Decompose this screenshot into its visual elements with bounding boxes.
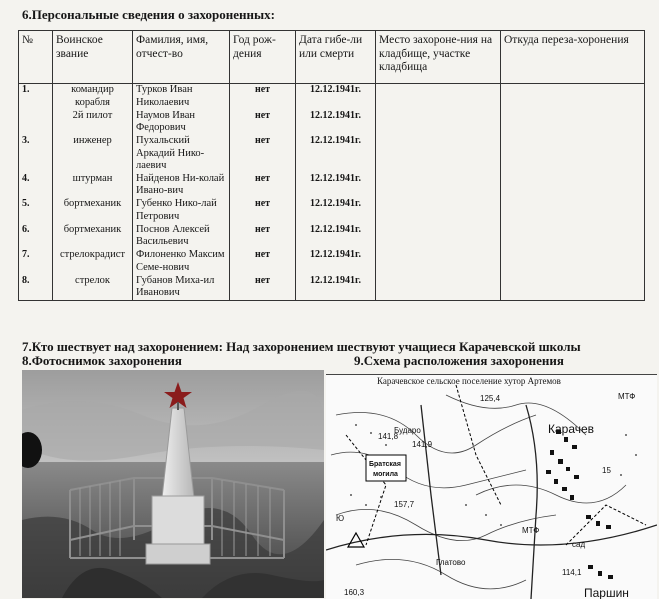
burial-table [18, 30, 645, 301]
col-header-name: Фамилия, имя, отчест-во [133, 31, 230, 84]
row-origin [501, 198, 645, 224]
table-row [19, 198, 645, 224]
table-row [19, 275, 645, 301]
row-origin [501, 275, 645, 301]
table-row [19, 110, 645, 136]
row-died: 12.12.1941г. [296, 84, 376, 110]
row-num: 7. [19, 249, 53, 275]
row-name: Найденов Ни-колай Ивано-вич [133, 173, 230, 199]
settlement-parshin [588, 565, 613, 579]
triangulation-icon [348, 533, 364, 547]
map-drawing [326, 375, 657, 599]
row-num: 5. [19, 198, 53, 224]
row-num: 8. [19, 275, 53, 301]
map-label-141-8: 141,8 [378, 432, 399, 441]
row-name: Филоненко Максим Семе-нович [133, 249, 230, 275]
monument-base [152, 496, 204, 548]
map-label-yu: Ю [336, 514, 345, 523]
row-rank: бортмеханик [53, 198, 133, 224]
row-place [376, 135, 501, 173]
col-header-origin: Откуда переза-хоронения [501, 31, 645, 84]
row-num: 1. [19, 84, 53, 110]
row-rank: командир корабля [53, 84, 133, 110]
row-origin [501, 84, 645, 110]
table-row [19, 173, 645, 199]
row-died: 12.12.1941г. [296, 249, 376, 275]
row-place [376, 224, 501, 250]
map-caption: Карачевское сельское поселение хутор Артемов [377, 376, 561, 386]
row-origin [501, 249, 645, 275]
map-label-karachev: Карачев [548, 422, 595, 436]
row-place [376, 110, 501, 136]
row-place [376, 173, 501, 199]
map-label-glatovo: Глатово [436, 558, 466, 567]
map-label-114-1: 114,1 [562, 568, 582, 577]
col-header-died: Дата гибе-ли или смерти [296, 31, 376, 84]
row-died: 12.12.1941г. [296, 110, 376, 136]
map-label-15: 15 [602, 466, 611, 475]
burial-photo [22, 370, 324, 598]
col-header-place: Место захороне-ния на кладбище, участке кладбища [376, 31, 501, 84]
row-born: нет [230, 224, 296, 250]
section-8-title: 8.Фотоснимок захоронения [22, 353, 182, 368]
row-place [376, 249, 501, 275]
row-born: нет [230, 249, 296, 275]
row-died: 12.12.1941г. [296, 173, 376, 199]
row-num: 4. [19, 173, 53, 199]
row-rank: штурман [53, 173, 133, 199]
row-born: нет [230, 173, 296, 199]
row-num: 3. [19, 135, 53, 173]
row-rank: стрелокрадист [53, 249, 133, 275]
map-label-grave-line1: Братская [369, 461, 401, 468]
map-label-mtf-top: МТФ [618, 392, 636, 401]
map-label-125-4: 125,4 [480, 394, 501, 403]
row-name: Поснов Алексей Васильевич [133, 224, 230, 250]
row-origin [501, 135, 645, 173]
row-died: 12.12.1941г. [296, 275, 376, 301]
table-row [19, 224, 645, 250]
burial-photo-image [22, 370, 324, 598]
map-label-141-9: 141,9 [412, 440, 433, 449]
row-died: 12.12.1941г. [296, 198, 376, 224]
col-header-num: № [19, 31, 53, 84]
row-born: нет [230, 135, 296, 173]
row-place [376, 198, 501, 224]
row-name: Пухальский Аркадий Нико-лаевич [133, 135, 230, 173]
col-header-rank: Воинское звание [53, 31, 133, 84]
row-born: нет [230, 110, 296, 136]
map-label-grave-line2: могила [373, 471, 398, 478]
map-label-mtf-bottom: МТФ [522, 526, 540, 535]
section-9-title: 9.Схема расположения захоронения [354, 353, 564, 368]
row-born: нет [230, 84, 296, 110]
table-row [19, 135, 645, 173]
row-num [19, 110, 53, 136]
row-origin [501, 110, 645, 136]
row-born: нет [230, 275, 296, 301]
map-label-157-7: 157,7 [394, 500, 415, 509]
row-name: Губенко Нико-лай Петрович [133, 198, 230, 224]
map-label-budaro: Бударо [394, 426, 421, 435]
row-name: Турков Иван Николаевич [133, 84, 230, 110]
section-7-text: 7.Кто шествует над захоронением: Над захоронением шествуют учащиеся Карачевской школы [22, 339, 581, 354]
row-rank: инженер [53, 135, 133, 173]
map-label-parshin: Паршин [584, 586, 629, 599]
row-rank: стрелок [53, 275, 133, 301]
table-header-row [19, 31, 645, 84]
row-place [376, 84, 501, 110]
row-origin [501, 224, 645, 250]
roads [326, 405, 657, 599]
map-label-160-3: 160,3 [344, 588, 365, 597]
row-rank: 2й пилот [53, 110, 133, 136]
row-place [376, 275, 501, 301]
row-num: 6. [19, 224, 53, 250]
row-died: 12.12.1941г. [296, 135, 376, 173]
col-header-born: Год рож-дения [230, 31, 296, 84]
table-row [19, 84, 645, 110]
row-born: нет [230, 198, 296, 224]
map-label-sad: сад [572, 540, 586, 549]
row-rank: бортмеханик [53, 224, 133, 250]
row-name: Губанов Миха-ил Иванович [133, 275, 230, 301]
location-map [326, 374, 657, 599]
row-name: Наумов Иван Федорович [133, 110, 230, 136]
settlement-karachev [546, 430, 611, 529]
section-6-title: 6.Персональные сведения о захороненных: [22, 7, 275, 22]
table-row [19, 249, 645, 275]
row-origin [501, 173, 645, 199]
row-died: 12.12.1941г. [296, 224, 376, 250]
